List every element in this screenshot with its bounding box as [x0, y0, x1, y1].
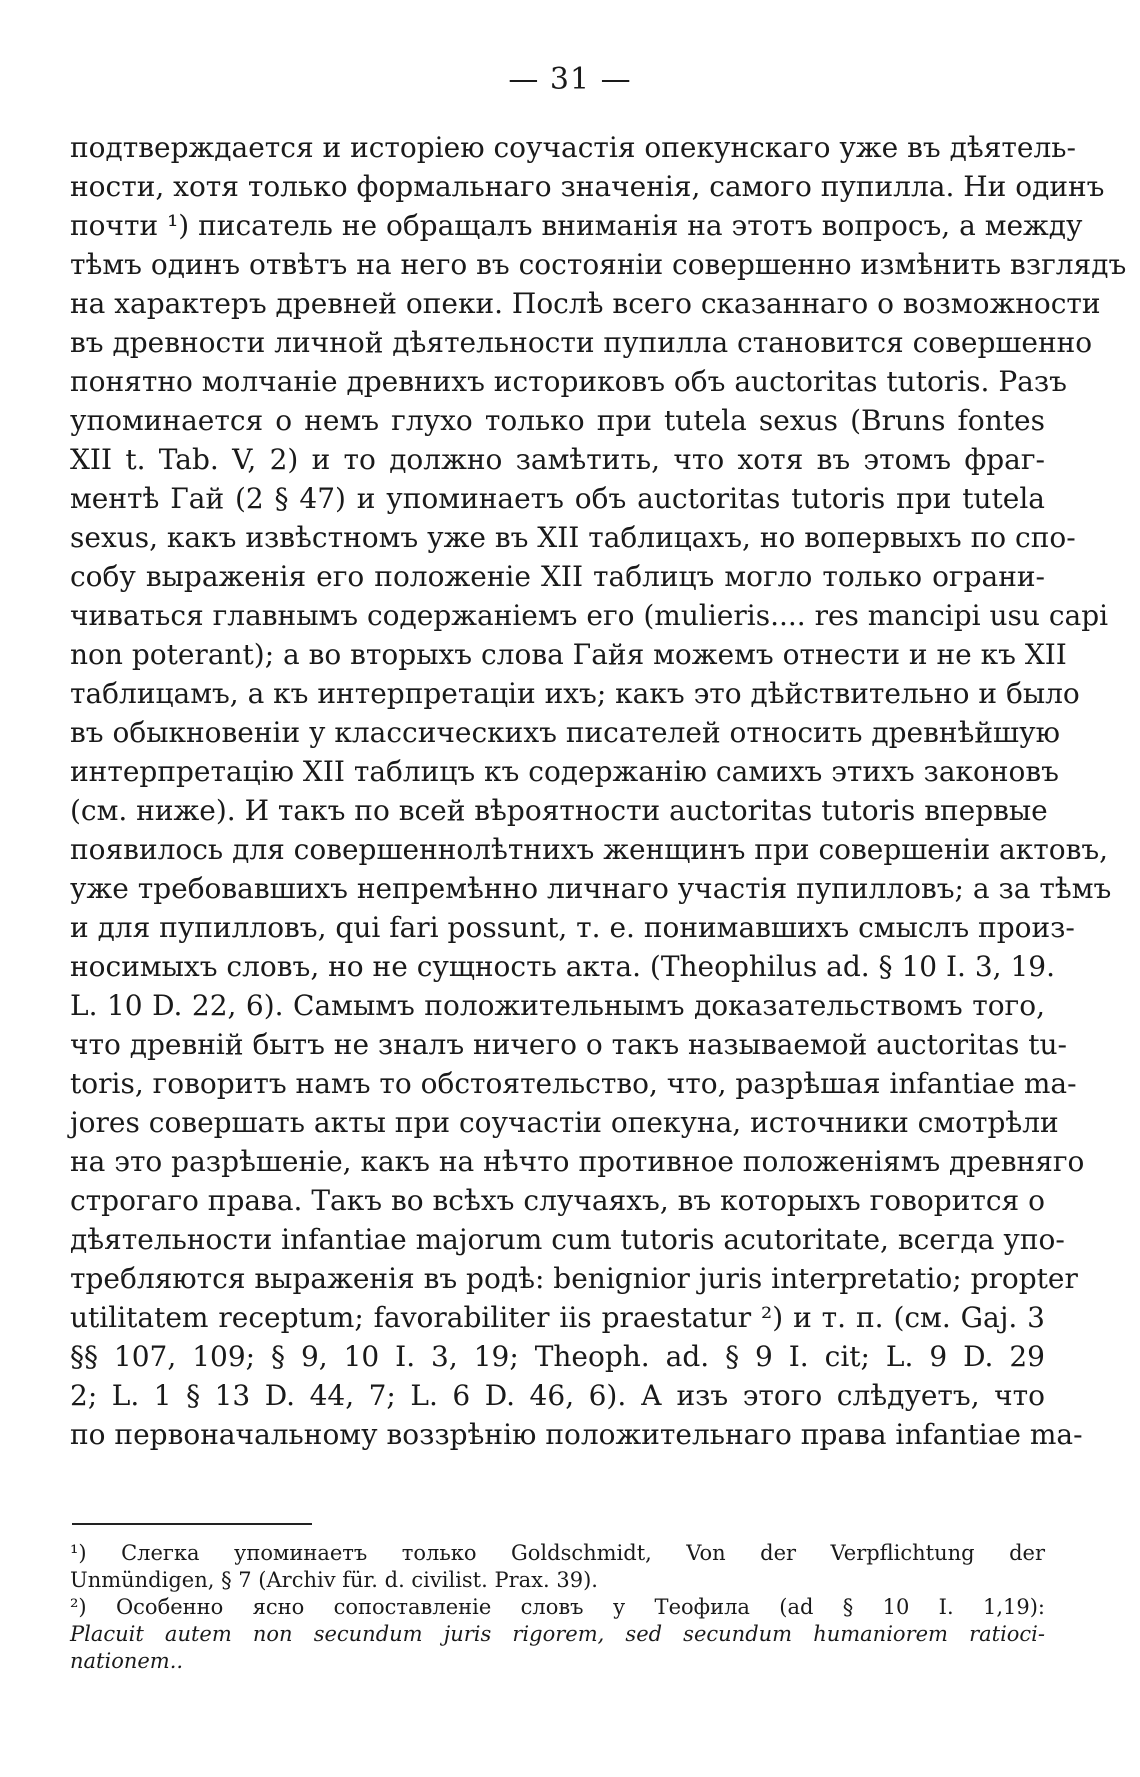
body-line: 2; L. 1 § 13 D. 44, 7; L. 6 D. 46, 6). А изъ этого слѣдуетъ, что: [70, 1379, 1045, 1412]
body-line: упоминается о немъ глухо только при tutela sexus (Bruns fontes: [70, 404, 1045, 437]
body-line: появилось для совершеннолѣтнихъ женщинъ при совершеніи актовъ,: [70, 833, 1109, 866]
body-line: уже требовавшихъ непремѣнно личнаго участія пупилловъ; а за тѣмъ: [70, 872, 1112, 905]
body-line: §§ 107, 109; § 9, 10 I. 3, 19; Theoph. ad. § 9 I. cit; L. 9 D. 29: [70, 1340, 1045, 1373]
body-line: почти ¹) писатель не обращалъ вниманія на этотъ вопросъ, а между: [70, 209, 1083, 242]
footnote-2-quote-line: nationem..: [70, 1649, 184, 1673]
body-line: на характеръ древней опеки. Послѣ всего сказаннаго о возможности: [70, 287, 1101, 320]
body-line: въ древности личной дѣятельности пупилла становится совершенно: [70, 326, 1093, 359]
body-line: non poterant); а во вторыхъ слова Гайя можемъ отнести и не къ XII: [70, 638, 1067, 671]
body-line: L. 10 D. 22, 6). Самымъ положительнымъ доказательствомъ того,: [70, 989, 1045, 1022]
body-line: toris, говоритъ намъ то обстоятельство, что, разрѣшая infantiae ma-: [70, 1067, 1077, 1100]
footnote-1-line: Unmündigen, § 7 (Archiv für. d. civilist. Prax. 39).: [70, 1568, 598, 1592]
body-line: дѣятельности infantiae majorum cum tutoris acutoritate, всегда упо-: [70, 1223, 1065, 1256]
body-text: [70, 128, 1127, 1454]
body-line: чиваться главнымъ содержаніемъ его (mulieris.... res mancipi usu capi: [70, 599, 1109, 632]
footnote-separator: [72, 1523, 312, 1525]
body-line: собу выраженія его положеніе XII таблицъ могло только ограни-: [70, 560, 1045, 593]
body-line: jores совершать акты при соучастіи опекуна, источники смотрѣли: [70, 1106, 1059, 1139]
body-line: носимыхъ словъ, но не сущность акта. (Theophilus ad. § 10 I. 3, 19.: [70, 950, 1055, 983]
body-line: таблицамъ, а къ интерпретаціи ихъ; какъ это дѣйствительно и было: [70, 677, 1080, 710]
body-line: что древній бытъ не зналъ ничего о такъ называемой auctoritas tu-: [70, 1028, 1067, 1061]
body-line: XII t. Tab. V, 2) и то должно замѣтить, что хотя въ этомъ фраг-: [70, 443, 1045, 476]
body-line: и для пупилловъ, qui fari possunt, т. е. понимавшихъ смыслъ произ-: [70, 911, 1075, 944]
footnote-1-line: ¹) Слегка упоминаетъ только Goldschmidt, Von der Verpflichtung der: [70, 1541, 1045, 1565]
body-line: ности, хотя только формальнаго значенія, самого пупилла. Ни одинъ: [70, 170, 1105, 203]
body-line: интерпретацію XII таблицъ къ содержанію самихъ этихъ законовъ: [70, 755, 1059, 788]
body-line: тѣмъ одинъ отвѣтъ на него въ состояніи совершенно измѣнить взглядъ: [70, 248, 1127, 281]
footnotes: [70, 1540, 1045, 1675]
body-line: ментѣ Гай (2 § 47) и упоминаетъ объ auctoritas tutoris при tutela: [70, 482, 1045, 515]
body-line: строгаго права. Такъ во всѣхъ случаяхъ, въ которыхъ говорится о: [70, 1184, 1045, 1217]
body-line: на это разрѣшеніе, какъ на нѣчто противное положеніямъ древняго: [70, 1145, 1085, 1178]
footnote-2-line: ²) Особенно ясно сопоставленіе словъ у Теофила (ad § 10 I. 1,19):: [70, 1595, 1045, 1619]
footnote-2-quote-line: Placuit autem non secundum juris rigorem, sed secundum humaniorem ratioci-: [70, 1622, 1045, 1646]
body-line: sexus, какъ извѣстномъ уже въ XII таблицахъ, но вопервыхъ по спо-: [70, 521, 1076, 554]
page-number: — 31 —: [508, 62, 632, 97]
body-line: въ обыкновеніи у классическихъ писателей относить древнѣйшую: [70, 716, 1060, 749]
body-line: utilitatem receptum; favorabiliter iis praestatur ²) и т. п. (см. Gaj. 3: [70, 1301, 1045, 1334]
body-line: подтверждается и исторіею соучастія опекунскаго уже въ дѣятель-: [70, 131, 1076, 164]
body-line: требляются выраженія въ родѣ: benignior juris interpretatio; propter: [70, 1262, 1078, 1295]
body-line: понятно молчаніе древнихъ историковъ объ auctoritas tutoris. Разъ: [70, 365, 1067, 398]
body-line: по первоначальному воззрѣнію положительнаго права infantiae ma-: [70, 1418, 1083, 1451]
body-line: (см. ниже). И такъ по всей вѣроятности auctoritas tutoris впервые: [70, 794, 1048, 827]
